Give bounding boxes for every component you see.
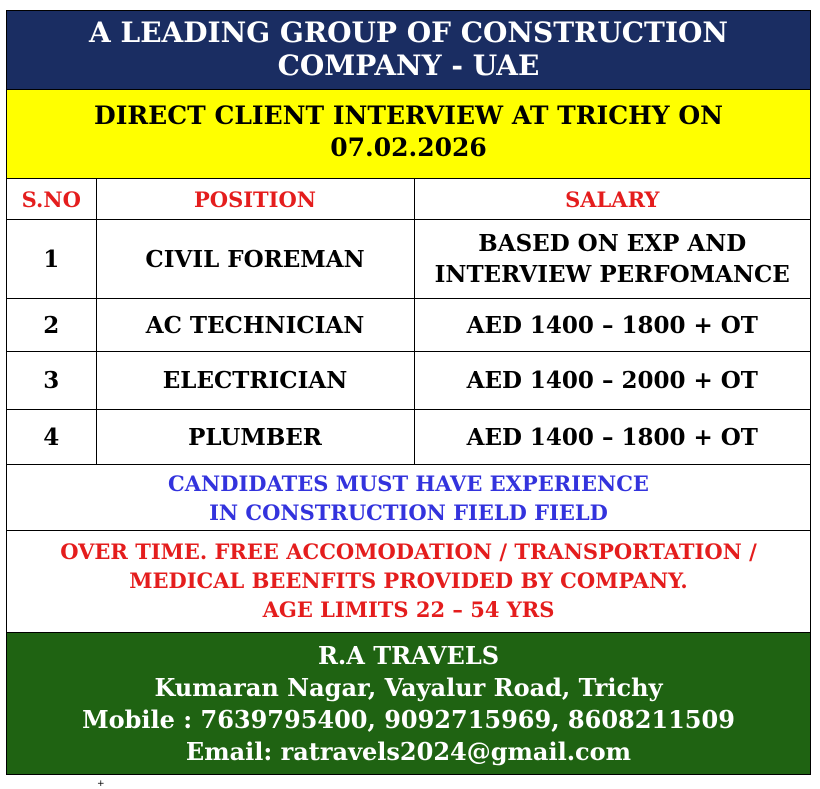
column-header-salary: SALARY [414, 179, 810, 220]
column-header-position: POSITION [96, 179, 414, 220]
table-row [7, 299, 810, 352]
row-sno: 1 [7, 220, 96, 299]
interview-date: 07.02.2026 [330, 133, 487, 162]
row-position: AC TECHNICIAN [96, 299, 414, 352]
salary-line-2: INTERVIEW PERFOMANCE [434, 261, 790, 288]
interview-banner [7, 90, 810, 179]
column-header-sno: S.NO [7, 179, 96, 220]
requirement-line-1: CANDIDATES MUST HAVE EXPERIENCE [168, 471, 649, 496]
table-header-row [7, 179, 810, 220]
positions-table [7, 179, 810, 465]
agency-address: Kumaran Nagar, Vayalur Road, Trichy [154, 673, 663, 702]
footer-mark: + [97, 779, 105, 789]
age-limit: AGE LIMITS 22 – 54 YRS [262, 597, 555, 622]
interview-line-1: DIRECT CLIENT INTERVIEW AT TRICHY ON [94, 101, 723, 130]
benefits-line-2: MEDICAL BEENFITS PROVIDED BY COMPANY. [129, 568, 688, 593]
row-position: ELECTRICIAN [96, 352, 414, 410]
benefits-notice [7, 531, 810, 632]
row-position: PLUMBER [96, 410, 414, 465]
header-line-1: A LEADING GROUP OF CONSTRUCTION [89, 16, 728, 49]
row-salary [414, 220, 810, 299]
row-salary: AED 1400 – 1800 + OT [414, 410, 810, 465]
benefits-line-1: OVER TIME. FREE ACCOMODATION / TRANSPORTATION / [60, 539, 757, 564]
row-salary: AED 1400 – 2000 + OT [414, 352, 810, 410]
row-sno: 3 [7, 352, 96, 410]
row-salary: AED 1400 – 1800 + OT [414, 299, 810, 352]
row-sno: 4 [7, 410, 96, 465]
company-header [7, 11, 810, 90]
row-position: CIVIL FOREMAN [96, 220, 414, 299]
row-sno: 2 [7, 299, 96, 352]
table-row [7, 352, 810, 410]
table-row [7, 220, 810, 299]
header-line-2: COMPANY - UAE [277, 49, 540, 82]
experience-requirement [7, 465, 810, 531]
flyer-sheet [6, 10, 811, 775]
agency-name: R.A TRAVELS [317, 641, 500, 670]
salary-line-1: BASED ON EXP AND [478, 230, 747, 257]
agency-email: Email: ratravels2024@gmail.com [185, 737, 632, 766]
contact-footer [7, 632, 810, 774]
agency-mobile: Mobile : 7639795400, 9092715969, 8608211509 [82, 705, 735, 734]
requirement-line-2: IN CONSTRUCTION FIELD FIELD [209, 500, 608, 525]
table-row [7, 410, 810, 465]
